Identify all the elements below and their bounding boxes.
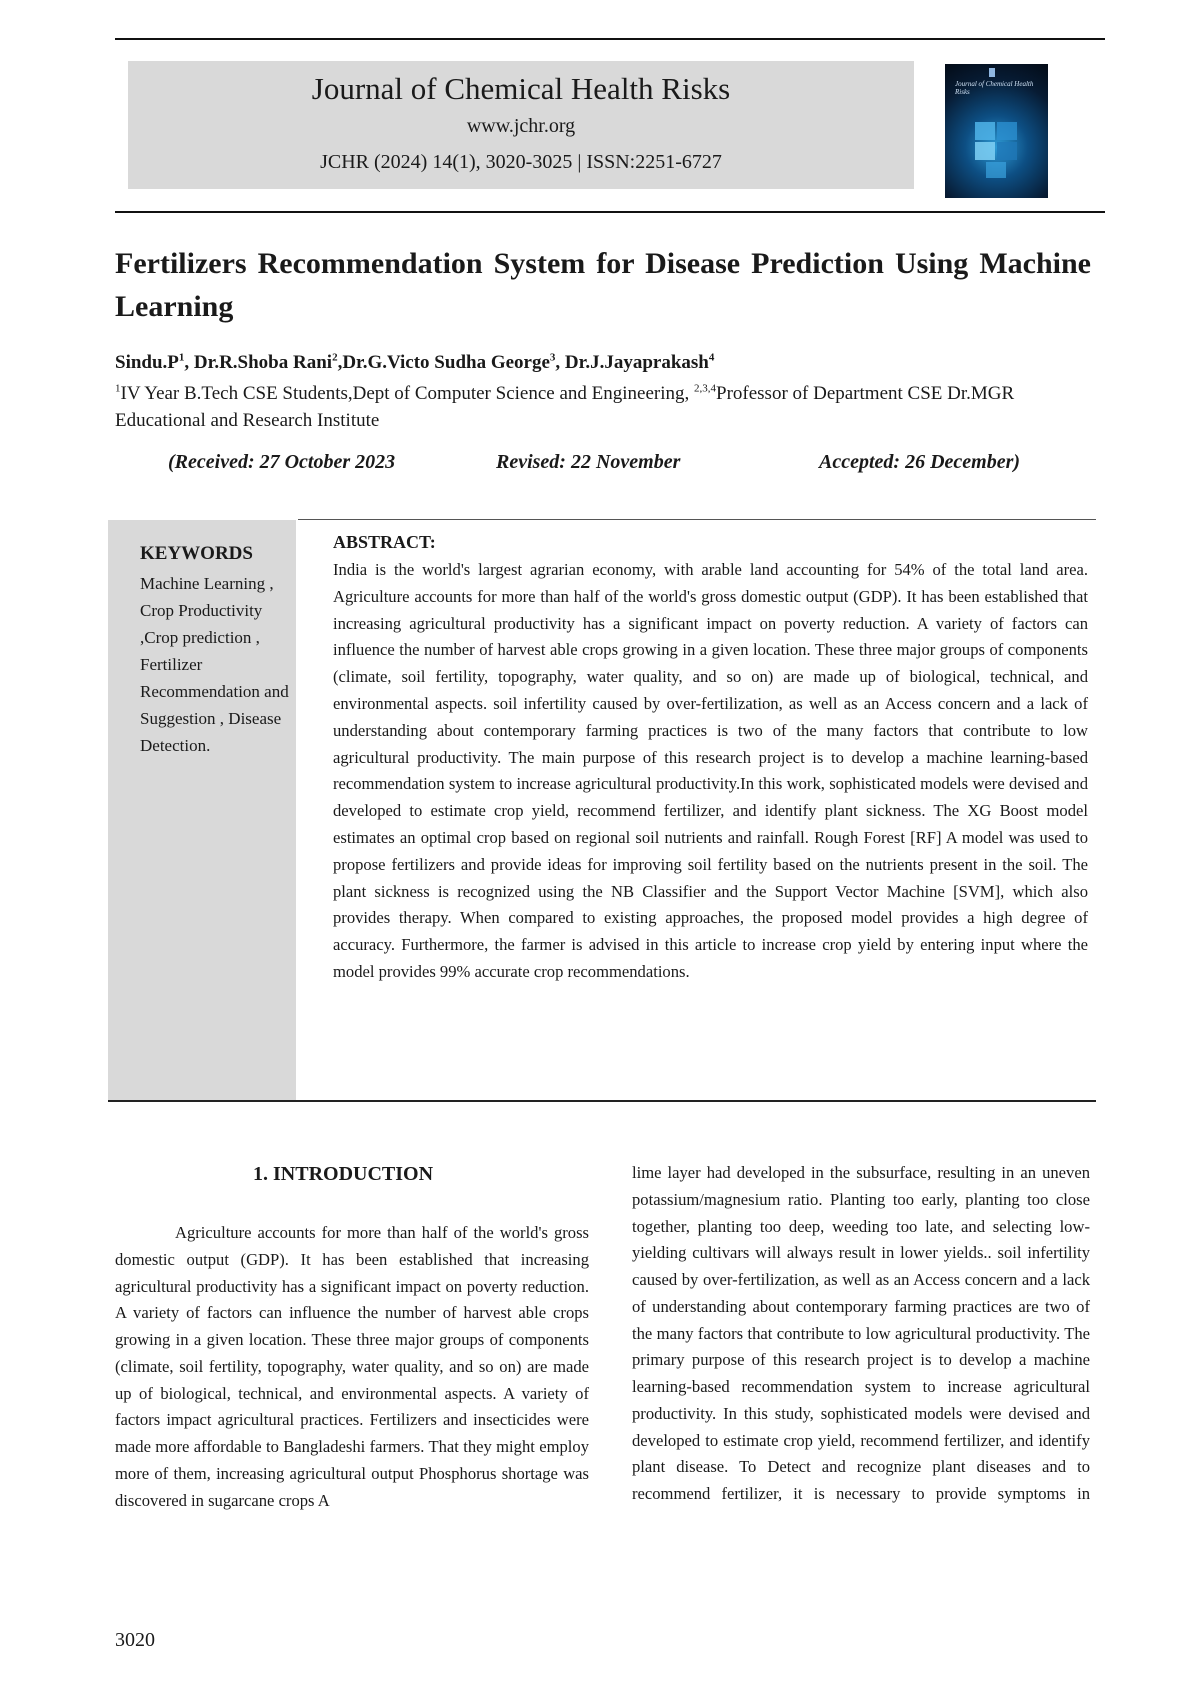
puzzle-piece [986,162,1006,178]
journal-title: Journal of Chemical Health Risks [311,71,731,106]
author-name: , Dr.R.Shoba Rani [184,352,333,373]
received-date: (Received: 27 October 2023 [168,451,396,473]
page-number: 3020 [115,1629,155,1651]
journal-cover-image [945,64,1048,198]
affiliation-mark: 2,3,4 [694,382,716,395]
introduction-column-right: lime layer had developed in the subsurface, resulting in an uneven potassium/magnesium ratio. Planting too early, planting too close together, planting too deep, weeding too late, and selecting low-yielding cultivars will always result in lower yields.. soil infertility caused by over-fertilization, as well as an Access concern and a lack of understanding about contemporary farming practices are two of the many factors that contribute to low agricultural productivity. The primary purpose of this research project is to develop a machine learning-based recommendation system to increase agricultural productivity. In this study, sophisticated models were devised and developed to estimate crop yield, recommend fertilizer, and identify plant disease. To Detect and recognize plant diseases and to recommend fertilizer, it is necessary to provide symptoms in [632,1163,1090,1503]
author-name: ,Dr.G.Victo Sudha George [337,352,550,373]
header-top-rule [115,38,1105,40]
puzzle-piece [997,122,1017,140]
journal-citation: JCHR (2024) 14(1), 3020-3025 | ISSN:2251-6727 [320,151,722,173]
introduction-column-left: Agriculture accounts for more than half of the world's gross domestic output (GDP). It has been established that increasing agricultural productivity has a significant impact on poverty reduction. A variety of factors can influence the number of harvest able crops growing in a given location. These three major groups of components (climate, soil fertility, topography, water quality, and so on) are made up of biological, technical, and environmental aspects. A variety of factors impact agricultural practices. Fertilizers and insecticides were made more affordable to Bangladeshi farmers. That they might employ more of them, increasing agricultural output Phosphorus shortage was discovered in sugarcane crops A [115,1223,589,1510]
author-affiliation [115,380,1105,434]
revised-date: Revised: 22 November [496,451,681,473]
author-affiliation-mark: 3 [549,351,556,364]
journal-header-box [128,61,914,189]
puzzle-piece [997,142,1017,160]
keywords-panel [108,520,296,1100]
author-affiliation-mark: 4 [708,351,715,364]
affiliation-mark: 1 [115,382,121,395]
author-affiliation-mark: 2 [332,351,338,364]
author-name: , Dr.J.Jayaprakash [555,352,709,373]
cover-title: Journal of Chemical Health Risks [955,80,1034,96]
abstract-body: India is the world's largest agrarian economy, with arable land accounting for 54% of the total land area. Agriculture accounts for more than half of the world's gross domestic output (GDP). It has been established that increasing agricultural productivity has a significant impact on poverty reduction. A variety of factors can influence the number of harvest able crops growing in a given location. These three major groups of components (climate, soil fertility, topography, water quality, and so on) are made up of biological, technical, and environmental aspects. soil infertility caused by over-fertilization, as well as an Access concern and a lack of understanding about contemporary farming practices is two of the many factors that contribute to low agricultural productivity. The main purpose of this research project is to develop a machine learning-based recommendation system to increase agricultural productivity.In this work, sophisticated models were devised and developed to estimate crop yield, recommend fertilizer, and identify plant sickness. The XG Boost model estimates an optimal crop based on regional soil nutrients and rainfall. Rough Forest [RF] A model was used to propose fertilizers and provide ideas for improving soil fertility based on the nutrients present in the soil. The plant sickness is recognized using the NB Classifier and the Support Vector Machine [SVM], which also provides therapy. When compared to existing approaches, the proposed model provides a high degree of accuracy. Furthermore, the farmer is advised in this article to increase crop yield by entering input where the model provides 99% accurate crop recommendations. [333,560,1088,981]
author-name: Sindu.P [115,352,179,373]
cover-logo-mark [989,68,995,77]
keywords-list: Machine Learning , Crop Productivity ,Crop prediction , Fertilizer Recommendation and Suggestion , Disease Detection. [140,574,289,755]
puzzle-pieces-graphic [945,64,1048,198]
journal-url[interactable]: www.jchr.org [466,115,576,137]
affiliation-students: IV Year B.Tech CSE Students,Dept of Computer Science and Engineering, [120,383,694,404]
author-affiliation-mark: 1 [178,351,185,364]
puzzle-piece [975,122,995,140]
abstract-bottom-rule [108,1100,1096,1102]
paper-title: Fertilizers Recommendation System for Disease Prediction Using Machine Learning [115,247,1091,323]
abstract-top-rule [298,519,1096,520]
affiliation-professors: Professor of Department CSE Dr.MGR Educational and Research Institute [115,383,1015,431]
introduction-heading: 1. INTRODUCTION [253,1163,434,1185]
author-list [115,352,1105,374]
puzzle-piece [975,142,995,160]
keywords-heading: KEYWORDS [140,543,253,564]
abstract-heading: ABSTRACT: [333,532,436,552]
header-bottom-rule [115,211,1105,213]
accepted-date: Accepted: 26 December) [819,451,1021,473]
